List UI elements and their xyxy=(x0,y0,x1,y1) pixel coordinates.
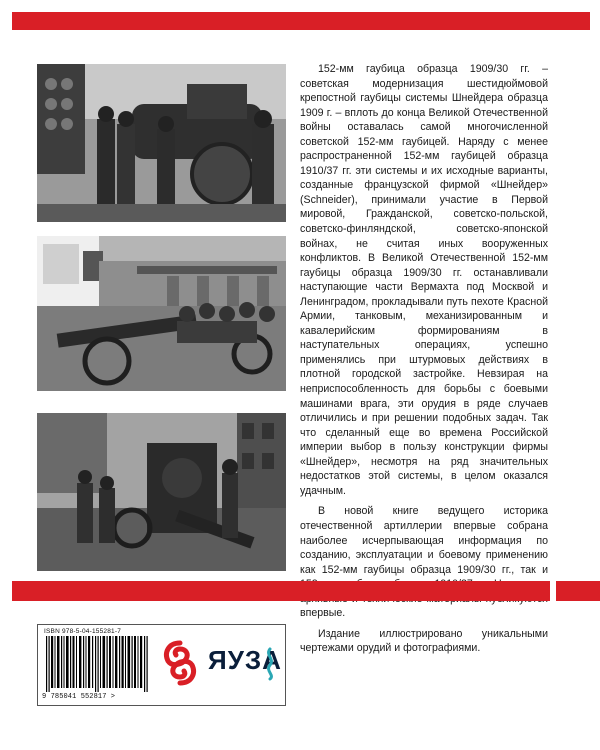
description-paragraph-1: 152-мм гаубица образца 1909/30 гг. – советская модернизация шестидюймовой крепостной гаубицы системы Шнейдера образца 1909 г. – вплоть до конца Великой Отечественной войны оставалась самой многочисленной советской 152-мм гаубицей. Наряду с менее распространенной 152-мм гаубицей образца 1910/37 гг. эти системы и их исходные варианты, созданные французской фирмой «Шнейдер» (Schneider), принимали участие в Первой мировой, Гражданской, советско-польской, советско-финляндской, советско-японской войнах, не считая иных вооруженных конфликтов. В Великой Отечественной 152-мм гаубицы образца 1909/30 гг. останавливали наступающие части Вермахта под Москвой и Ленинградом, прокладывали путь пехоте Красной Армии, танковым, механизированным и кавалерийским формированиям в наступательных операциях, успешно применялись при штурмовых действиях в плотной городской застройке. Невзирая на неприспособленность для борьбы с боевыми машинами врага, эти орудия в ряде случаев отличились и при решении подобных задач. Так что сделанный еще во времена Российской империи выбор в пользу конструкции фирмы «Шнейдер», несмотря на ряд значительных недостатков этой системы, в целом оказался удачным. xyxy=(300,63,548,497)
description-paragraph-3: Издание иллюстрировано уникальными чертежами орудий и фотографиями. xyxy=(300,627,548,655)
barcode-digits: 9 785041 552817 > xyxy=(42,693,116,701)
barcode-icon xyxy=(44,636,152,692)
photo-street-battle-icon xyxy=(37,413,286,571)
photo-street-battle xyxy=(37,413,286,571)
photo-parade-howitzers xyxy=(37,236,286,391)
publisher-wave-icon xyxy=(263,647,277,681)
photo-soldiers-howitzer-icon xyxy=(37,64,286,222)
photo-howitzer-crew xyxy=(37,64,286,222)
top-red-bar xyxy=(12,12,590,30)
side-red-tab xyxy=(556,581,600,601)
isbn-text: ISBN 978-5-04-155281-7 xyxy=(44,628,122,635)
middle-red-bar xyxy=(12,581,550,601)
publisher-name: ЯУЗА xyxy=(208,645,282,675)
eksmo-logo-icon xyxy=(162,639,198,687)
book-description xyxy=(300,62,548,662)
barcode-box xyxy=(37,624,286,706)
description-paragraph-2: В новой книге ведущего историка отечественной артиллерии впервые собрана наиболее исчерпывающая информация по созданию, эксплуатации и боевому применению как 152-мм гаубицы образца 1909/30 гг., так и впервые. xyxy=(300,505,548,620)
photo-parade-icon xyxy=(37,236,286,391)
